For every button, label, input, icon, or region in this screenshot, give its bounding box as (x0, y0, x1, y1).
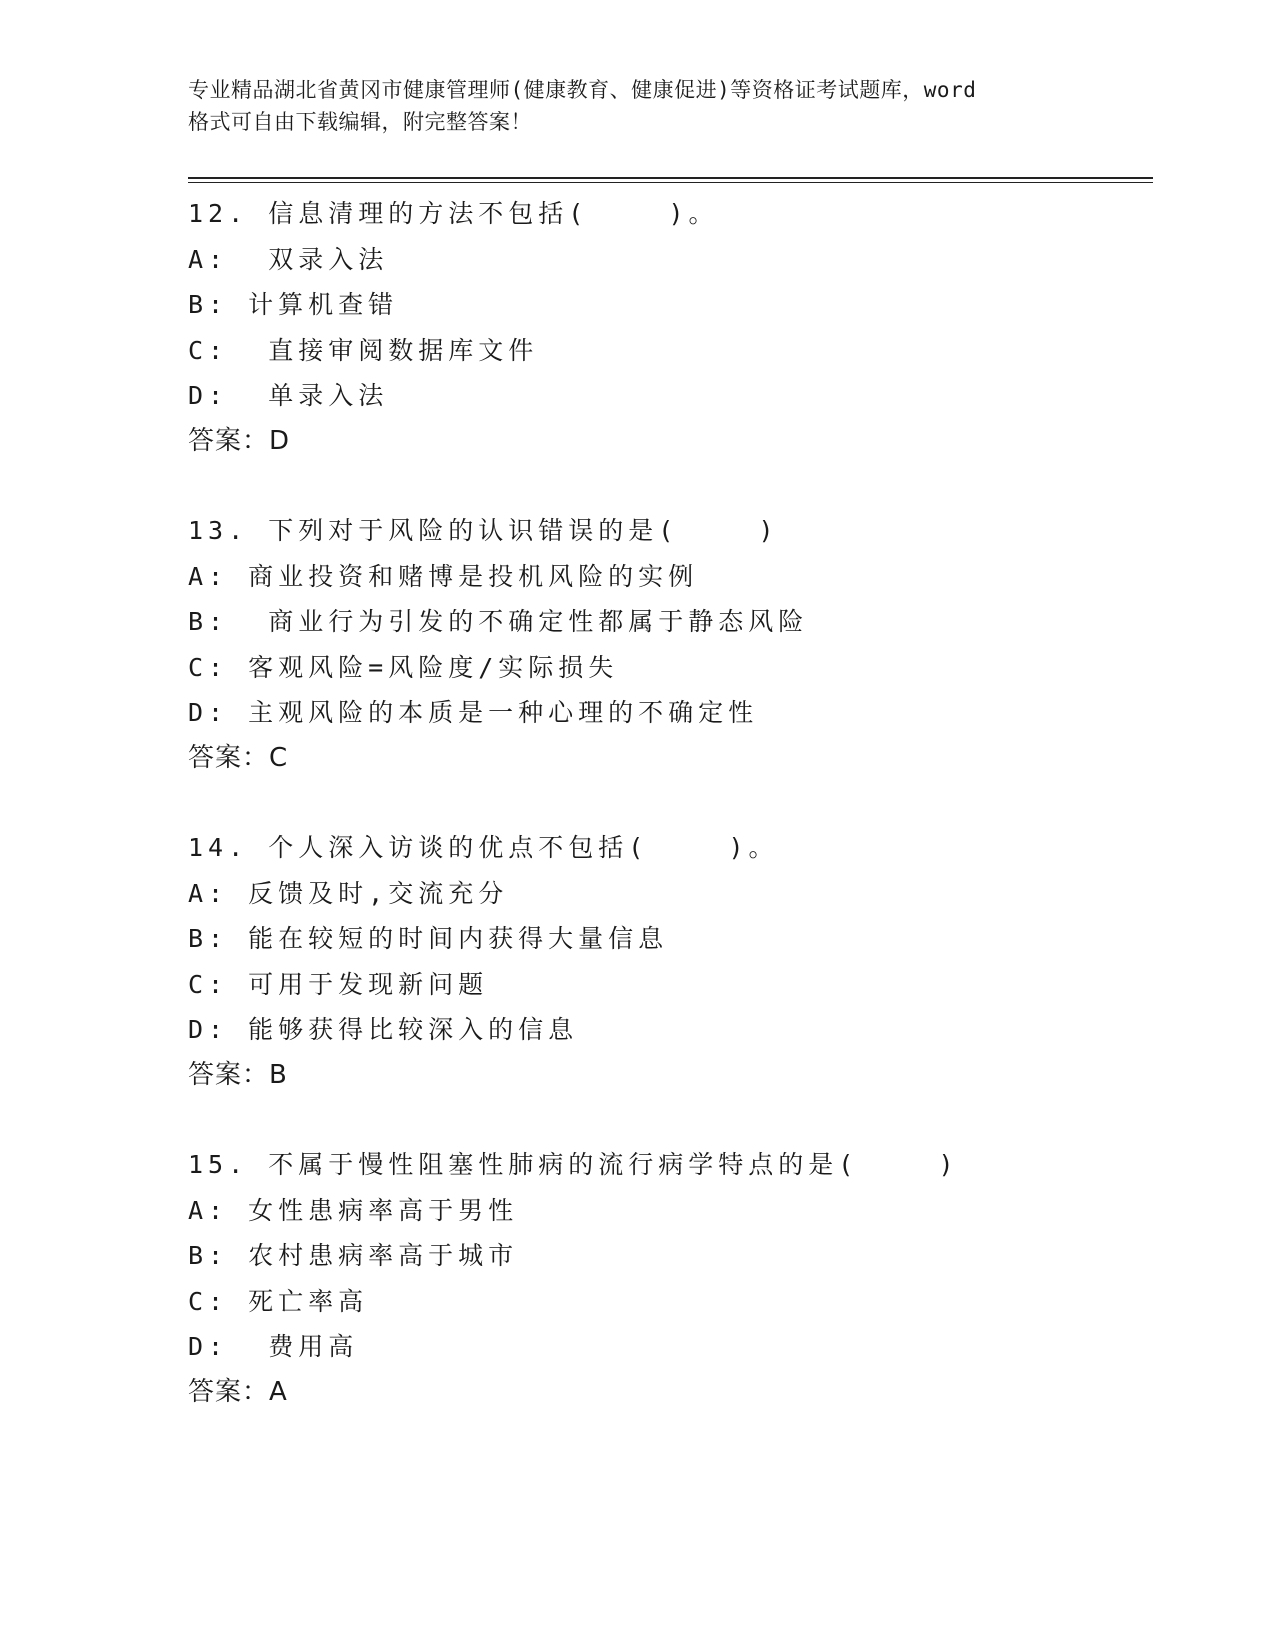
option-d: D: 单录入法 (188, 381, 389, 410)
question-stem: 12. 信息清理的方法不包括( )。 (188, 199, 719, 228)
option-a: A: 双录入法 (188, 244, 389, 274)
question-stem: 15. 不属于慢性阻塞性肺病的流行病学特点的是( ) (188, 1150, 959, 1179)
document-header (188, 74, 1088, 138)
option-c: C: 可用于发现新问题 (188, 969, 489, 999)
question-stem: 13. 下列对于风险的认识错误的是( ) (188, 516, 779, 545)
header-divider-thick (188, 177, 1153, 179)
option-c: C: 死亡率高 (188, 1286, 369, 1316)
option-b: B: 计算机查错 (188, 290, 399, 319)
header-line-2: 格式可自由下载编辑，附完整答案！ (188, 110, 532, 134)
option-d: D: 主观风险的本质是一种心理的不确定性 (188, 698, 759, 727)
option-b: B: 农村患病率高于城市 (188, 1241, 519, 1270)
question-item (188, 1142, 1148, 1415)
option-a: A: 女性患病率高于男性 (188, 1195, 519, 1225)
option-a: A: 反馈及时,交流充分 (188, 878, 509, 908)
option-b: B: 能在较短的时间内获得大量信息 (188, 924, 669, 953)
answer-line: 答案：B (188, 1059, 288, 1090)
option-d: D: 能够获得比较深入的信息 (188, 1015, 579, 1044)
question-item (188, 508, 1148, 781)
question-list (188, 191, 1148, 1459)
question-stem: 14. 个人深入访谈的优点不包括( )。 (188, 833, 779, 862)
option-c: C: 客观风险=风险度/实际损失 (188, 652, 619, 682)
answer-line: 答案：C (188, 742, 289, 773)
header-line-1: 专业精品湖北省黄冈市健康管理师(健康教育、健康促进)等资格证考试题库，word (188, 78, 977, 102)
option-d: D: 费用高 (188, 1332, 359, 1361)
header-divider-thin (188, 182, 1153, 183)
answer-line: 答案：A (188, 1376, 288, 1407)
option-a: A: 商业投资和赌博是投机风险的实例 (188, 561, 699, 591)
option-b: B: 商业行为引发的不确定性都属于静态风险 (188, 607, 809, 636)
question-item (188, 191, 1148, 464)
question-item (188, 825, 1148, 1098)
option-c: C: 直接审阅数据库文件 (188, 335, 539, 365)
answer-line: 答案：D (188, 425, 291, 456)
